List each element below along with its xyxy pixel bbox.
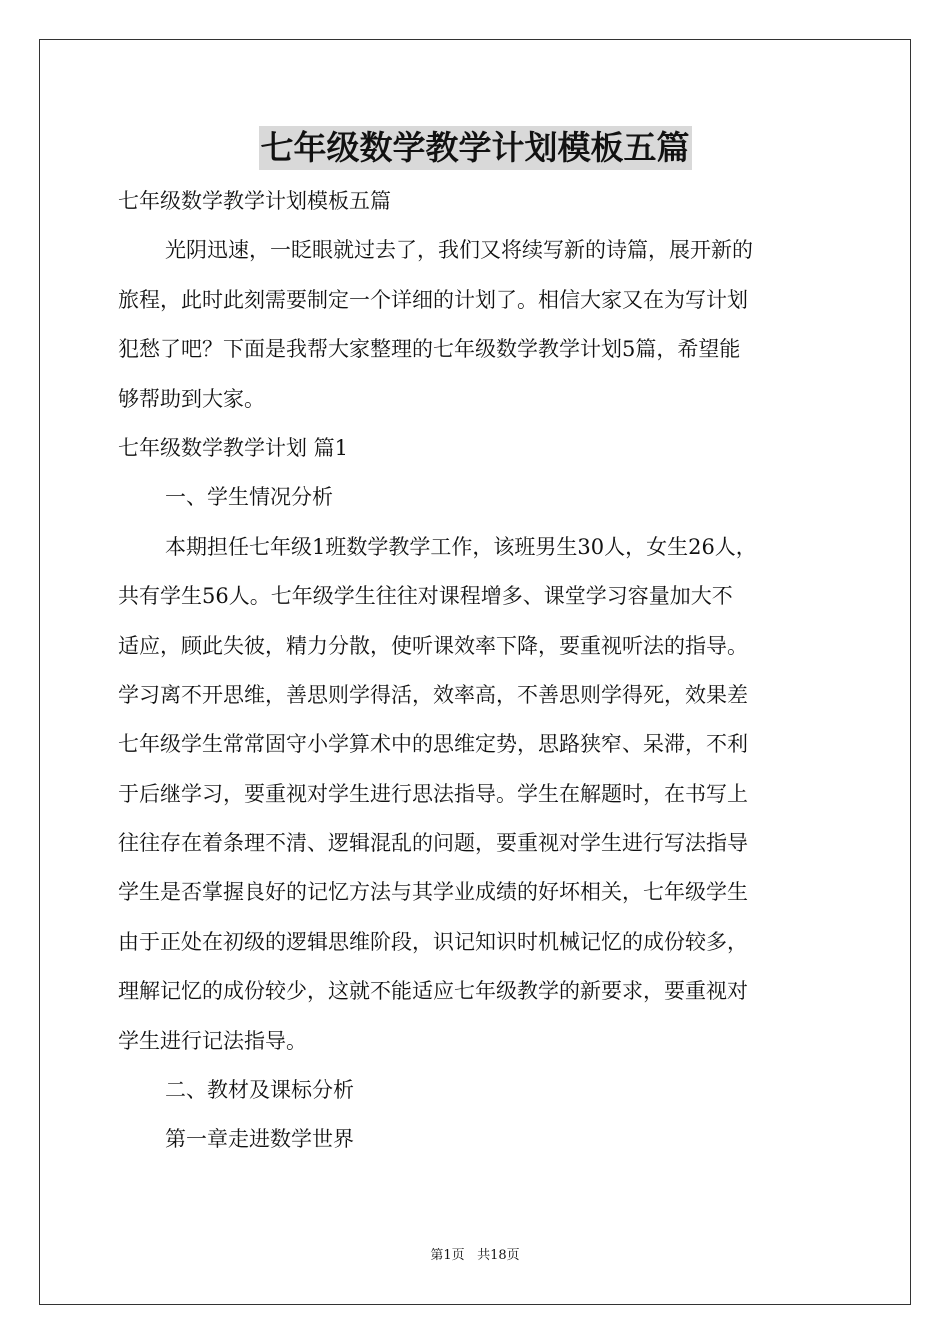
text-line: 旅程，此时此刻需要制定一个详细的计划了。相信大家又在为写计划 [118,287,748,312]
text-line: 理解记忆的成份较少，这就不能适应七年级教学的新要求，要重视对 [118,979,748,1004]
document-body [118,177,838,1165]
text-line: 由于正处在初级的逻辑思维阶段，识记知识时机械记忆的成份较多， [118,929,748,954]
text-line: 于后继学习，要重视对学生进行思法指导。学生在解题时，在书写上 [118,781,748,806]
document-title: 七年级数学教学计划模板五篇 [259,126,692,170]
text-line: 犯愁了吧？下面是我帮大家整理的七年级数学教学计划5篇，希望能 [118,337,741,362]
text-line: 学生进行记法指导。 [118,1028,307,1053]
text-line: 七年级数学教学计划 篇1 [118,435,349,460]
text-line: 共有学生56人。七年级学生往往对课程增多、课堂学习容量加大不 [118,584,733,609]
text-line: 第一章走进数学世界 [165,1127,354,1152]
text-line: 二、教材及课标分析 [165,1078,354,1103]
text-line: 学生是否掌握良好的记忆方法与其学业成绩的好坏相关，七年级学生 [118,880,748,905]
text-line: 往往存在着条理不清、逻辑混乱的问题，要重视对学生进行写法指导 [118,831,748,856]
page-number: 第1页 [430,1248,465,1263]
text-line: 一、学生情况分析 [165,485,333,510]
page-total: 共18页 [477,1248,520,1263]
title-container [0,126,950,170]
text-line: 光阴迅速，一眨眼就过去了，我们又将续写新的诗篇，展开新的 [165,238,753,263]
text-line: 适应，顾此失彼，精力分散，使听课效率下降，要重视听法的指导。 [118,633,748,658]
page-footer [0,1247,950,1265]
text-line: 学习离不开思维，善思则学得活，效率高，不善思则学得死，效果差 [118,682,748,707]
text-line: 够帮助到大家。 [118,386,265,411]
text-line: 本期担任七年级1班数学教学工作，该班男生30人，女生26人， [165,534,757,559]
text-line: 七年级数学教学计划模板五篇 [118,189,391,213]
text-line: 七年级学生常常固守小学算术中的思维定势，思路狭窄、呆滞，不利 [118,732,748,757]
